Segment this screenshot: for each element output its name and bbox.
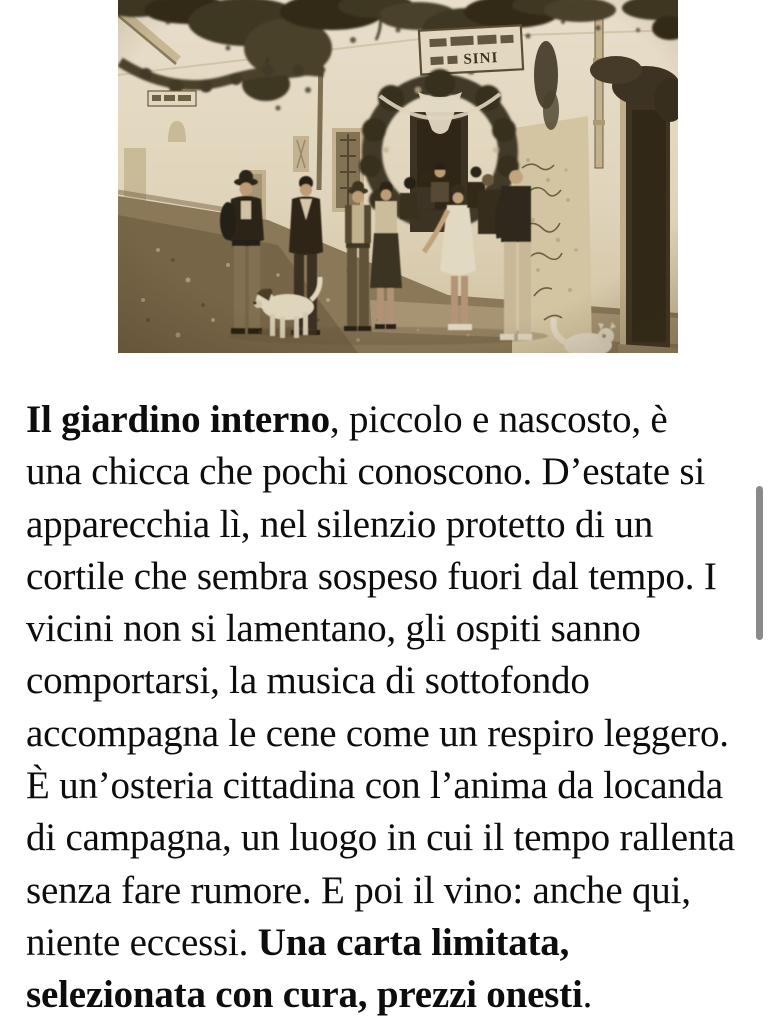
text-segment: . — [582, 973, 593, 1017]
bold-text-segment: Una carta limitata, — [257, 920, 570, 964]
photo-vignette — [118, 0, 678, 353]
text-segment: senza fare rumore. E poi il vino: anche qui, — [26, 868, 691, 912]
text-line — [26, 708, 744, 760]
text-segment: una chicca che pochi conoscono. D’estate si — [26, 450, 706, 494]
text-segment: vicini non si lamentano, gli ospiti sanno — [26, 607, 641, 651]
text-line — [26, 917, 744, 969]
text-line — [26, 499, 744, 551]
text-line — [26, 865, 744, 917]
text-segment: accompagna le cene come un respiro leggero. — [26, 711, 729, 755]
article-text — [26, 394, 744, 1022]
text-line — [26, 551, 744, 603]
text-line — [26, 446, 744, 498]
text-segment: apparecchia lì, nel silenzio protetto di un — [26, 502, 654, 546]
text-line — [26, 603, 744, 655]
text-line — [26, 969, 744, 1021]
vintage-photo-illustration — [118, 0, 678, 353]
text-line — [26, 655, 744, 707]
text-line — [26, 760, 744, 812]
text-segment: , piccolo e nascosto, è — [329, 398, 668, 441]
text-line — [26, 812, 744, 864]
text-line — [26, 394, 744, 446]
bold-text-segment: Il giardino interno — [26, 398, 330, 441]
text-segment: cortile che sembra sospeso fuori dal tempo. I — [26, 554, 717, 598]
text-segment: di campagna, un luogo in cui il tempo rallenta — [26, 816, 735, 860]
bold-text-segment: selezionata con cura, prezzi onesti — [26, 973, 583, 1017]
text-segment: comportarsi, la musica di sottofondo — [26, 659, 590, 703]
article-photo — [118, 0, 678, 353]
text-segment: niente eccessi. — [26, 920, 258, 964]
text-segment: È un’osteria cittadina con l’anima da locanda — [26, 764, 724, 808]
scrollbar-thumb[interactable] — [756, 486, 763, 640]
